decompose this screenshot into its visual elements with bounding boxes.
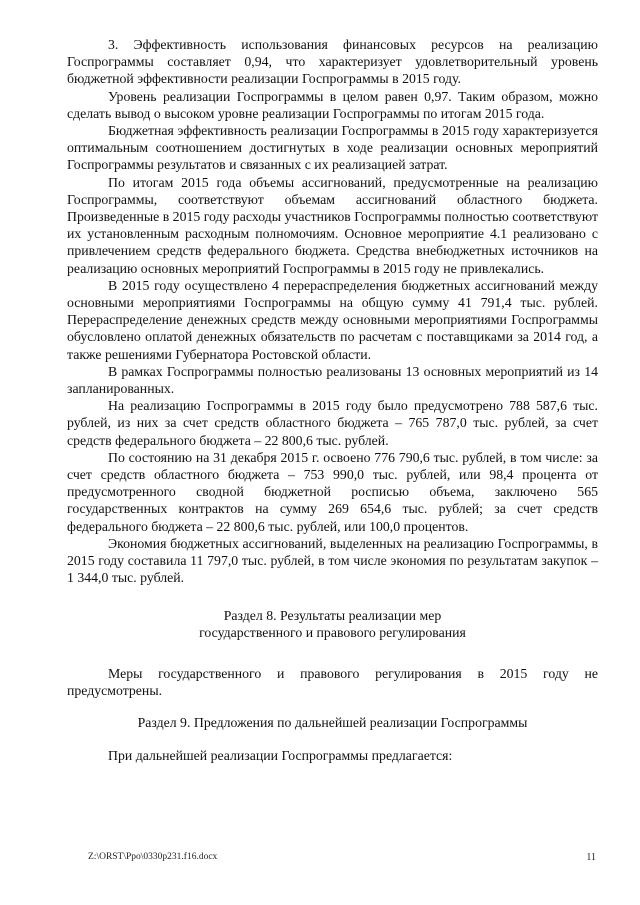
- paragraph-redistribution: В 2015 году осуществлено 4 перераспределения бюджетных ассигнований между основными мероприятиями Госпрограммы на общую сумму 41 791,4 тыс. рублей. Перераспределение денежных средств между основными мероприятиями Госпрограммы обусловлено оплатой денежных обязательств по расчетам с поставщиками за 2014 год, а также решениями Губернатора Ростовской области.: [67, 277, 598, 362]
- paragraph-allocations: По итогам 2015 года объемы ассигнований, предусмотренные на реализацию Госпрограммы, соответствуют объемам ассигнований областного бюджета. Произведенные в 2015 году расходы участников Госпрограммы полностью соответствуют их установленным расходным полномочиям. Основное мероприятие 4.1 реализовано с привлечением средств федерального бюджета. Средства внебюджетных источников на реализацию основных мероприятий Госпрограммы в 2015 году не привлекались.: [67, 174, 598, 276]
- paragraph-budget-efficiency: Бюджетная эффективность реализации Госпрограммы в 2015 году характеризуется оптимальным соотношением достигнутых в ходе реализации основных мероприятий Госпрограммы результатов и связанных с их реализацией затрат.: [67, 123, 598, 173]
- paragraph-implementation-level: Уровень реализации Госпрограммы в целом равен 0,97. Таким образом, можно сделать вывод о высоком уровне реализации Госпрограммы по итогам 2015 года.: [67, 88, 598, 121]
- document-body: [67, 36, 598, 764]
- paragraph-efficiency: 3. Эффективность использования финансовых ресурсов на реализацию Госпрограммы составляет 0,94, что характеризует удовлетворительный уровень бюджетной эффективности реализации Госпрограммы в 2015 году.: [67, 37, 598, 87]
- page-number: 11: [586, 852, 596, 863]
- section-8-heading: [67, 607, 598, 641]
- paragraph-savings: Экономия бюджетных ассигнований, выделенных на реализацию Госпрограммы, в 2015 году составила 11 797,0 тыс. рублей, в том числе экономия по результатам закупок – 1 344,0 тыс. рублей.: [67, 535, 598, 586]
- footer-file-path: Z:\ORST\Ppo\0330p231.f16.docx: [88, 852, 218, 862]
- section-8-heading-line-2: государственного и правового регулирования: [199, 624, 466, 640]
- paragraph-spent-funding: По состоянию на 31 декабря 2015 г. освоено 776 790,6 тыс. рублей, в том числе: за счет средств областного бюджета – 753 990,0 тыс. рублей, или 98,4 процента от предусмотренного сводной бюджетной росписью объема, заключено 565 государственных контрактов на сумму 269 654,6 тыс. рублей; за счет средств федерального бюджета – 22 800,6 тыс. рублей, или 100,0 процентов.: [67, 449, 598, 534]
- paragraph-planned-funding: На реализацию Госпрограммы в 2015 году было предусмотрено 788 587,6 тыс. рублей, из них за счет средств областного бюджета – 765 787,0 тыс. рублей, за счет средств федерального бюджета – 22 800,6 тыс. рублей.: [67, 398, 598, 448]
- section-9-heading: Раздел 9. Предложения по дальнейшей реализации Госпрограммы: [137, 715, 528, 731]
- paragraph-activities: В рамках Госпрограммы полностью реализованы 13 основных мероприятий из 14 запланированных.: [67, 363, 598, 397]
- section-9-text: При дальнейшей реализации Госпрограммы предлагается:: [108, 747, 453, 763]
- section-8-text: Меры государственного и правового регулирования в 2015 году не предусмотрены.: [67, 665, 598, 699]
- section-8-heading-line-1: Раздел 8. Результаты реализации мер: [223, 607, 442, 623]
